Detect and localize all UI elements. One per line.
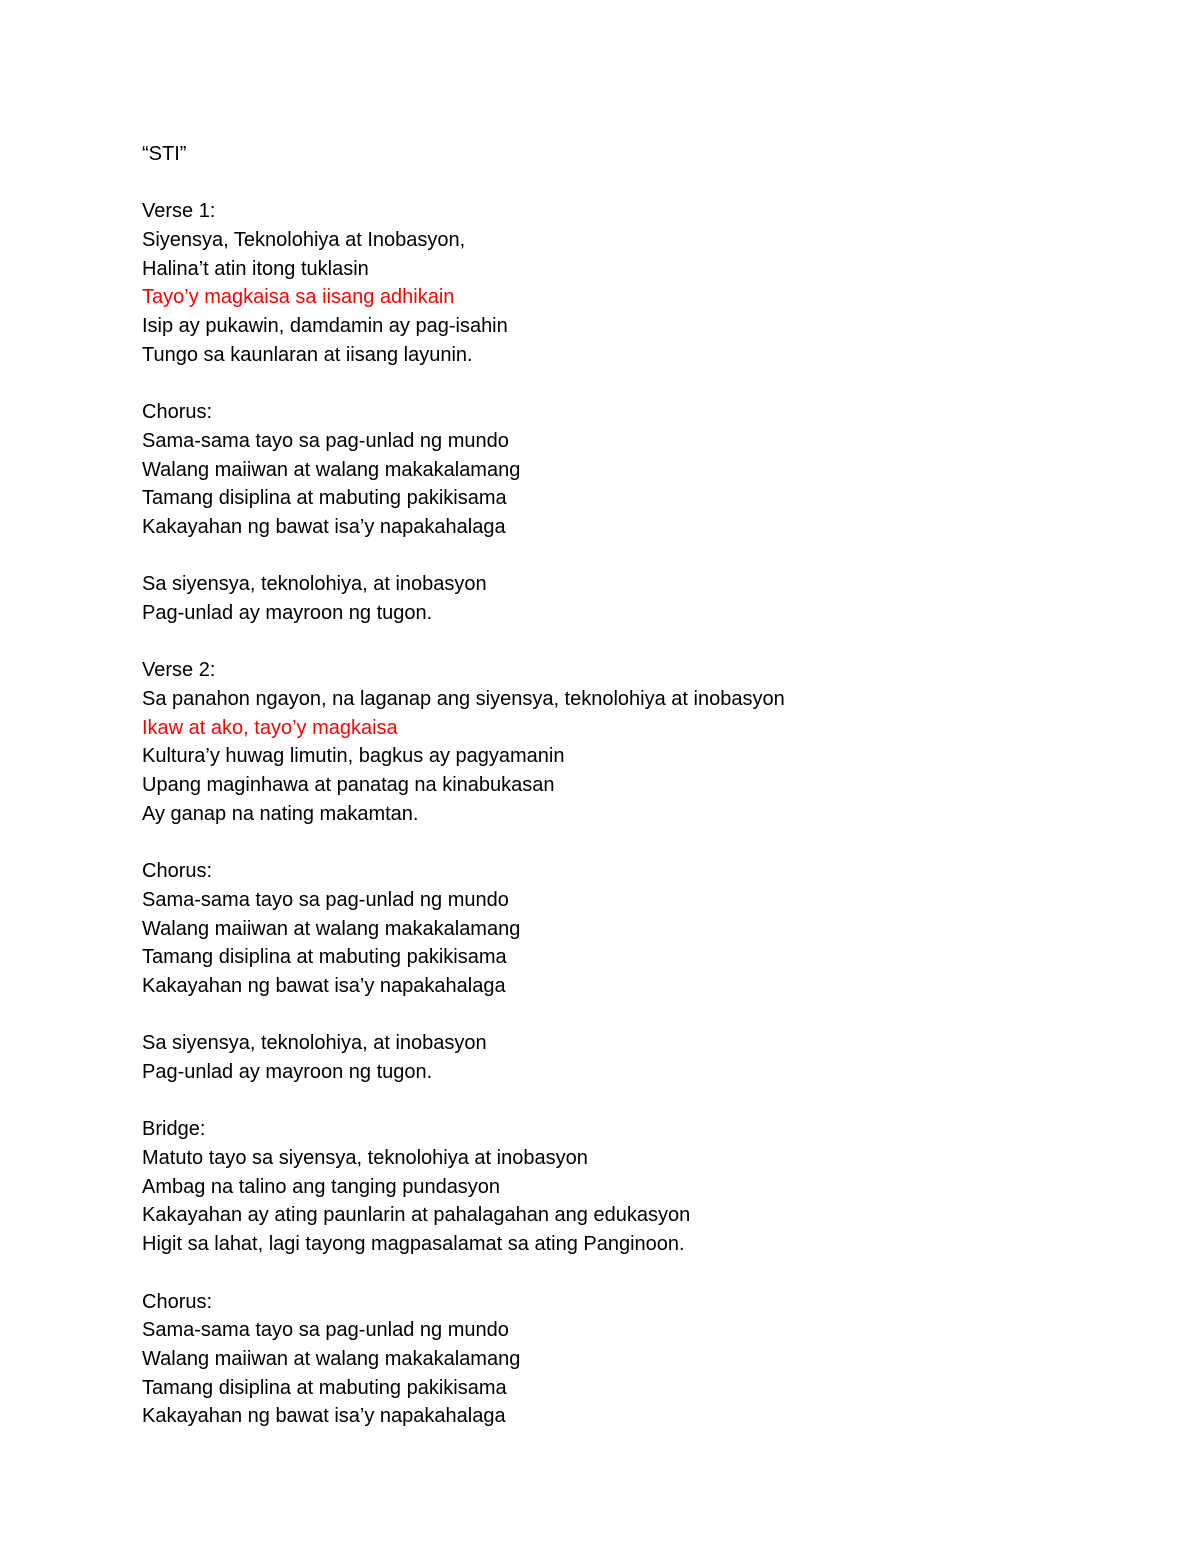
lyric-line: Sama-sama tayo sa pag-unlad ng mundo (142, 1319, 509, 1342)
lyric-line: Tamang disiplina at mabuting pakikisama (142, 1376, 507, 1399)
section-heading: Bridge: (142, 1118, 206, 1141)
lyric-line: Higit sa lahat, lagi tayong magpasalamat sa ating Panginoon. (142, 1233, 685, 1256)
song-section (142, 1029, 1142, 1086)
lyric-line: Sama-sama tayo sa pag-unlad ng mundo (142, 888, 509, 911)
song-section (142, 656, 1142, 828)
song-sections (142, 197, 1142, 1431)
spacer (142, 169, 1142, 198)
lyric-line: Tamang disiplina at mabuting pakikisama (142, 946, 507, 969)
lyric-line: Isip ay pukawin, damdamin ay pag-isahin (142, 315, 508, 338)
lyric-line: Upang maginhawa at panatag na kinabukasan (142, 774, 555, 797)
lyric-line: Tayo’y magkaisa sa iisang adhikain (142, 286, 455, 309)
section-heading: Chorus: (142, 1290, 213, 1313)
spacer (142, 628, 1142, 657)
lyric-line: Walang maiiwan at walang makakalamang (142, 458, 521, 481)
lyric-line: Ambag na talino ang tanging pundasyon (142, 1175, 501, 1198)
lyric-line: Sa siyensya, teknolohiya, at inobasyon (142, 573, 487, 596)
lyric-line: Tamang disiplina at mabuting pakikisama (142, 487, 507, 510)
lyric-line: Kakayahan ng bawat isa’y napakahalaga (142, 1405, 506, 1428)
lyric-line: Siyensya, Teknolohiya at Inobasyon, (142, 229, 466, 252)
lyric-line: Halina’t atin itong tuklasin (142, 257, 369, 280)
lyric-line: Matuto tayo sa siyensya, teknolohiya at inobasyon (142, 1147, 588, 1170)
section-heading: Chorus: (142, 401, 213, 424)
lyrics-body (142, 140, 1142, 1431)
song-section (142, 857, 1142, 1000)
lyric-line: Kakayahan ng bawat isa’y napakahalaga (142, 974, 506, 997)
lyric-line: Ikaw at ako, tayo’y magkaisa (142, 716, 398, 739)
lyric-line: Sa panahon ngayon, na laganap ang siyensya, teknolohiya at inobasyon (142, 688, 785, 711)
song-section (142, 1115, 1142, 1258)
lyric-line: Kakayahan ng bawat isa’y napakahalaga (142, 515, 506, 538)
spacer (142, 1087, 1142, 1116)
lyric-line: Kakayahan ay ating paunlarin at pahalagahan ang edukasyon (142, 1204, 691, 1227)
section-heading: Verse 1: (142, 200, 216, 223)
spacer (142, 1001, 1142, 1030)
lyric-line: Walang maiiwan at walang makakalamang (142, 917, 521, 940)
lyric-line: Walang maiiwan at walang makakalamang (142, 1347, 521, 1370)
spacer (142, 370, 1142, 399)
song-section (142, 398, 1142, 541)
song-section (142, 1288, 1142, 1431)
section-heading: Verse 2: (142, 659, 216, 682)
spacer (142, 1259, 1142, 1288)
lyric-line: Sa siyensya, teknolohiya, at inobasyon (142, 1032, 487, 1055)
spacer (142, 829, 1142, 858)
lyric-line: Kultura’y huwag limutin, bagkus ay pagyamanin (142, 745, 565, 768)
section-heading: Chorus: (142, 860, 213, 883)
lyric-line: Pag-unlad ay mayroon ng tugon. (142, 602, 433, 624)
lyric-line: Pag-unlad ay mayroon ng tugon. (142, 1061, 433, 1083)
spacer (142, 542, 1142, 571)
song-section (142, 570, 1142, 627)
lyric-line: Tungo sa kaunlaran at iisang layunin. (142, 343, 473, 366)
lyric-line: Ay ganap na nating makamtan. (142, 802, 419, 825)
song-section (142, 197, 1142, 369)
lyric-line: Sama-sama tayo sa pag-unlad ng mundo (142, 429, 509, 452)
song-title: “STI” (142, 143, 187, 165)
